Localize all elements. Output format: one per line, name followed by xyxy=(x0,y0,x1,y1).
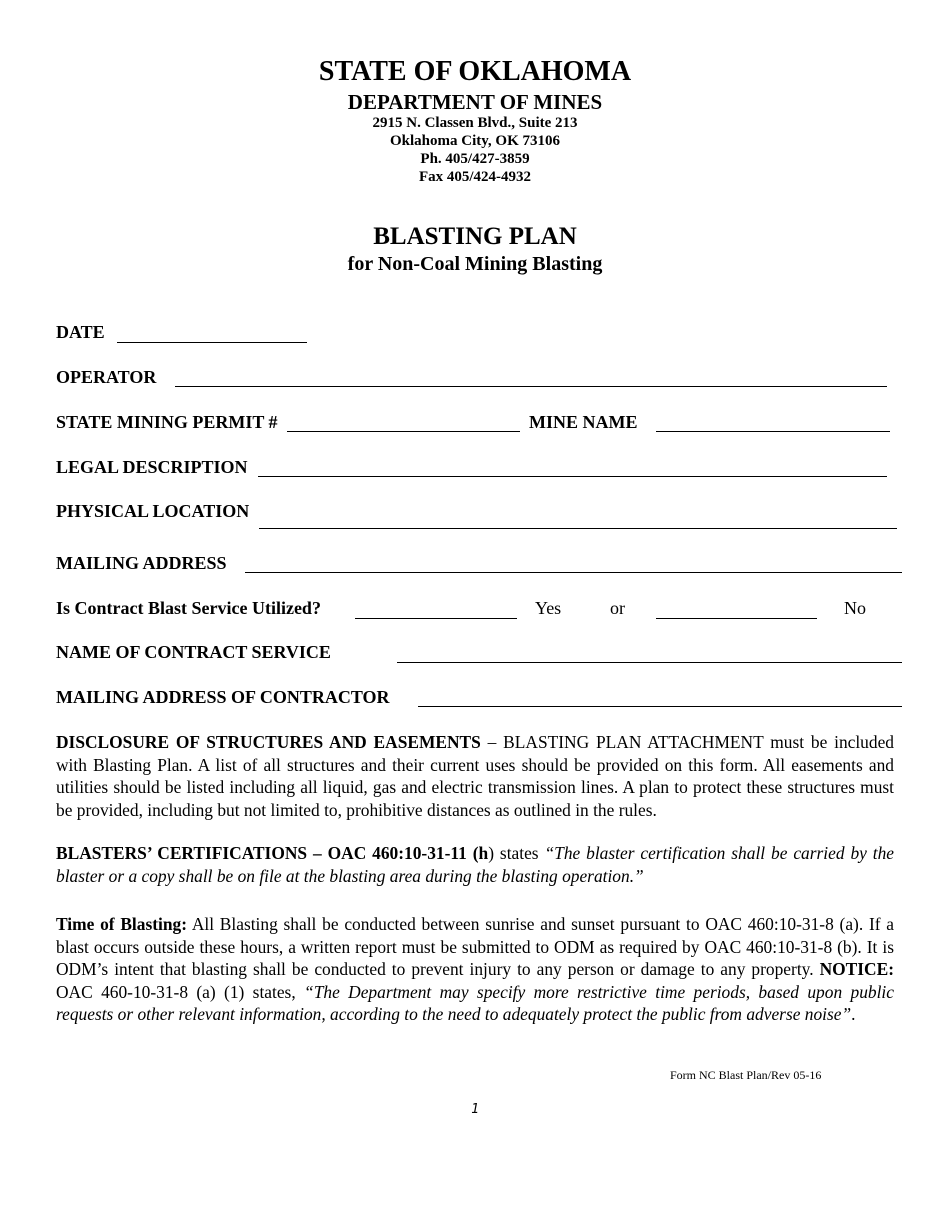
time-heading: Time of Blasting: xyxy=(56,914,188,934)
contract-service-field[interactable] xyxy=(397,662,902,663)
physical-location-field[interactable] xyxy=(259,528,897,529)
form-id: Form NC Blast Plan/Rev 05-16 xyxy=(670,1068,822,1082)
fax: Fax 405/424-4932 xyxy=(418,169,532,185)
time-text: All Blasting shall be conducted between sunrise and sunset pursuant to OAC 460:10-31-8 (a). If a blast occurs outside these hours, a written report must be submitted to ODM as required by OAC 460:10-31-8 (b). It is ODM’s intent that blasting shall be conducted to prevent injury to any person or damage to any property. xyxy=(56,914,895,979)
contractor-address-label: MAILING ADDRESS OF CONTRACTOR xyxy=(56,687,390,707)
date-field[interactable] xyxy=(117,342,307,343)
mine-name-label: MINE NAME xyxy=(529,412,638,432)
certifications-mid: ) states xyxy=(488,843,545,863)
legal-description-label: LEGAL DESCRIPTION xyxy=(56,457,248,477)
contractor-address-field[interactable] xyxy=(418,706,902,707)
yes-label: Yes xyxy=(535,598,562,618)
mailing-address-label: MAILING ADDRESS xyxy=(56,553,227,573)
disclosure-text: – BLASTING PLAN ATTACHMENT must be included with Blasting Plan. A list of all structures and their current uses should be provided on this form. All easements and utilities should be listed including all liquid, gas and electric transmission lines. A plan to protect these structures must be provided, including but not limited to, prohibitive distances as outlined in the rules. xyxy=(56,732,894,820)
date-label: DATE xyxy=(56,322,105,342)
notice-end: . xyxy=(851,1004,856,1024)
address-line-2: Oklahoma City, OK 73106 xyxy=(389,133,561,149)
notice-quote: “The Department may specify more restrictive time periods, based upon public requests or other relevant information, according to the need to adequately protect the public from adverse noise” xyxy=(56,981,894,1024)
disclosure-heading: DISCLOSURE OF STRUCTURES AND EASEMENTS xyxy=(56,732,481,752)
form-title: BLASTING PLAN xyxy=(373,223,577,250)
operator-label: OPERATOR xyxy=(56,367,157,387)
physical-location-label: PHYSICAL LOCATION xyxy=(56,501,250,521)
certifications-heading: BLASTERS’ CERTIFICATIONS – OAC 460:10-31-11 (h xyxy=(56,843,489,863)
mine-name-field[interactable] xyxy=(656,431,890,432)
disclosure-paragraph xyxy=(56,731,894,821)
form-subtitle: for Non-Coal Mining Blasting xyxy=(347,253,603,275)
certifications-paragraph xyxy=(56,842,894,887)
state-title: STATE OF OKLAHOMA xyxy=(318,56,632,87)
or-label: or xyxy=(610,598,625,618)
department-title: DEPARTMENT OF MINES xyxy=(347,90,603,114)
operator-field[interactable] xyxy=(175,386,887,387)
legal-description-field[interactable] xyxy=(258,476,887,477)
contract-no-field[interactable] xyxy=(656,618,817,619)
address-line-1: 2915 N. Classen Blvd., Suite 213 xyxy=(372,115,578,131)
contract-service-label: NAME OF CONTRACT SERVICE xyxy=(56,642,331,662)
mailing-address-field[interactable] xyxy=(245,572,902,573)
contract-yes-field[interactable] xyxy=(355,618,517,619)
permit-field[interactable] xyxy=(287,431,520,432)
notice-label: NOTICE: xyxy=(819,959,894,979)
page-number: 1 xyxy=(471,1102,479,1117)
no-label: No xyxy=(844,598,866,618)
permit-label: STATE MINING PERMIT # xyxy=(56,412,278,432)
phone: Ph. 405/427-3859 xyxy=(420,151,530,167)
time-paragraph xyxy=(56,913,894,1026)
certifications-quote: “The blaster certification shall be carried by the blaster or a copy shall be on file at the blasting area during the blasting operation.” xyxy=(56,843,895,886)
notice-text: OAC 460-10-31-8 (a) (1) states, xyxy=(56,981,305,1002)
contract-question-label: Is Contract Blast Service Utilized? xyxy=(56,598,321,618)
